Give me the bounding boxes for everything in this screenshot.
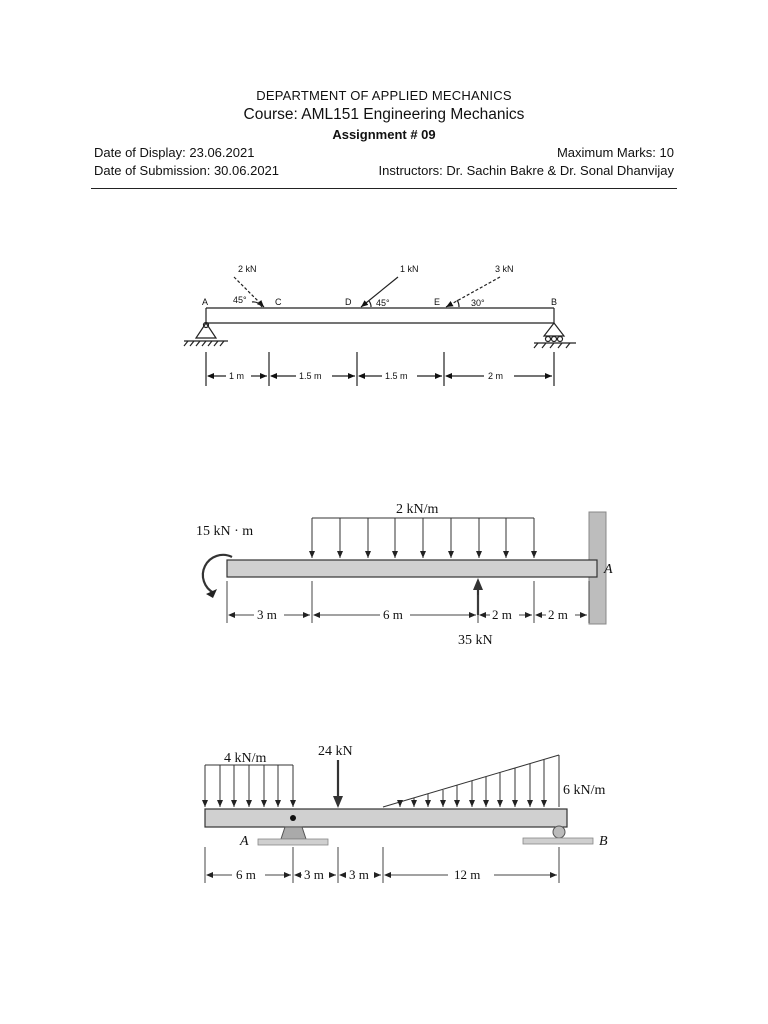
angle-label-d: 45° (376, 298, 390, 308)
instructors: Instructors: Dr. Sachin Bakre & Dr. Sonal Dhanvijay (378, 163, 674, 178)
dim-label-2: 6 m (383, 607, 403, 622)
point-label-b: B (599, 834, 608, 849)
course-title: Course: AML151 Engineering Mechanics (243, 106, 525, 123)
load-label-c: 2 kN (238, 264, 257, 274)
dim-label-1: 3 m (257, 607, 277, 622)
beam-body (227, 560, 597, 577)
date-of-display: Date of Display: 23.06.2021 (94, 145, 255, 160)
figure-2-beam-diagram (0, 495, 768, 655)
point-label-a: A (202, 297, 209, 307)
figure-3-beam-diagram (0, 735, 768, 890)
point-label-e: E (434, 297, 441, 307)
dim-label-4: 2 m (548, 607, 568, 622)
dim-label-4: 12 m (454, 867, 481, 882)
force-label: 35 kN (458, 633, 493, 648)
dim-label-3: 2 m (492, 607, 512, 622)
maximum-marks: Maximum Marks: 10 (556, 145, 674, 160)
dim-label-1: 1 m (229, 371, 245, 381)
point-label-d: D (345, 297, 352, 307)
dim-label-4: 2 m (488, 371, 504, 381)
point-label-a: A (604, 562, 613, 577)
dist-load-label: 2 kN/m (396, 502, 439, 517)
point-label-c: C (275, 297, 282, 307)
header-rule (91, 188, 677, 189)
dim-label-3: 3 m (349, 867, 369, 882)
beam-body (205, 809, 567, 827)
point-label-b: B (551, 297, 558, 307)
triangular-load-label: 6 kN/m (563, 783, 606, 798)
load-label-e: 3 kN (495, 264, 514, 274)
roller-support-b (523, 826, 593, 844)
moment-label: 15 kN · m (196, 524, 254, 539)
department-heading: DEPARTMENT OF APPLIED MECHANICS (256, 88, 512, 103)
point-label-a: A (240, 834, 249, 849)
dim-label-2: 3 m (304, 867, 324, 882)
assignment-number: Assignment # 09 (332, 127, 436, 142)
dim-label-3: 1.5 m (385, 371, 408, 381)
dim-label-2: 1.5 m (299, 371, 322, 381)
date-of-submission: Date of Submission: 30.06.2021 (94, 163, 280, 178)
angle-label-c: 45° (233, 295, 247, 305)
angle-label-e: 30° (471, 298, 485, 308)
hinge-dot (290, 815, 296, 821)
pin-support-a (184, 323, 228, 347)
support-a (258, 827, 328, 845)
roller-support-b (534, 323, 576, 348)
figure-1-beam-diagram (0, 250, 768, 390)
point-load-label: 24 kN (318, 744, 353, 759)
uniform-load-label: 4 kN/m (224, 751, 267, 766)
load-label-d: 1 kN (400, 264, 419, 274)
triangular-load-line (383, 755, 559, 807)
dim-label-1: 6 m (236, 867, 256, 882)
